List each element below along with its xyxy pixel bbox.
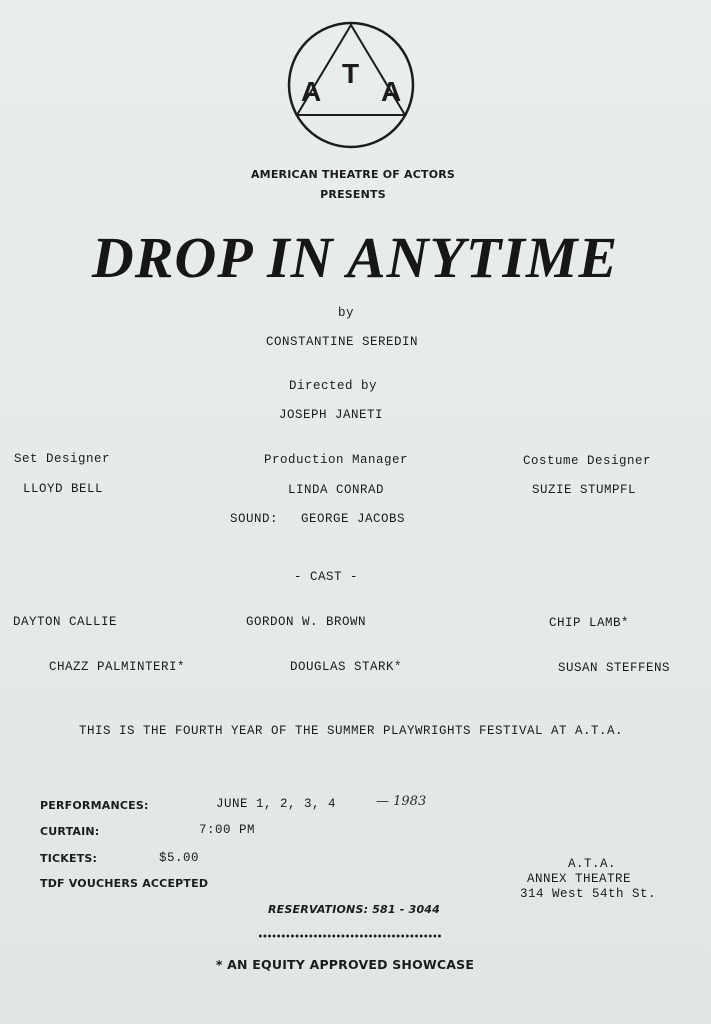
logo-letter-a-right: A — [381, 76, 402, 107]
performances-label: PERFORMANCES: — [40, 799, 149, 812]
cast-member: DAYTON CALLIE — [13, 615, 118, 629]
sound-label: SOUND: — [230, 512, 279, 526]
venue-org: A.T.A. — [567, 857, 617, 871]
by-label: by — [337, 306, 355, 320]
cast-heading: - CAST - — [293, 570, 359, 584]
cast-member: CHAZZ PALMINTERI* — [49, 660, 186, 674]
logo-letter-a-left: A — [301, 76, 322, 107]
costume-designer-name: SUZIE STUMPFL — [532, 483, 637, 497]
performances-dates: JUNE 1, 2, 3, 4 — [216, 797, 337, 811]
presenter-name: AMERICAN THEATRE OF ACTORS — [250, 168, 456, 181]
presents-label: PRESENTS — [320, 188, 386, 201]
cast-member: CHIP LAMB* — [549, 616, 630, 630]
playwright-name: CONSTANTINE SEREDIN — [265, 335, 419, 349]
cast-member: DOUGLAS STARK* — [290, 660, 403, 674]
venue-theatre: ANNEX THEATRE — [526, 872, 632, 886]
cast-member: SUSAN STEFFENS — [558, 661, 671, 675]
set-designer-label: Set Designer — [14, 452, 111, 466]
tdf-vouchers-note: TDF VOUCHERS ACCEPTED — [40, 877, 209, 890]
tickets-label: TICKETS: — [40, 852, 98, 865]
venue-address: 314 West 54th St. — [519, 887, 657, 901]
director-name: JOSEPH JANETI — [278, 408, 384, 422]
curtain-time: 7:00 PM — [199, 823, 256, 837]
director-label: Directed by — [288, 379, 378, 393]
production-manager-label: Production Manager — [263, 453, 409, 467]
curtain-label: CURTAIN: — [40, 825, 100, 838]
handwritten-year: — 1983 — [376, 794, 427, 809]
play-title: DROP IN ANYTIME — [91, 225, 619, 290]
equity-showcase-note: * AN EQUITY APPROVED SHOWCASE — [215, 957, 475, 972]
logo-letter-t: T — [342, 58, 360, 89]
cast-member: GORDON W. BROWN — [246, 615, 367, 629]
dotted-divider — [258, 933, 442, 939]
festival-note: THIS IS THE FOURTH YEAR OF THE SUMMER PLAYWRIGHTS FESTIVAL AT A.T.A. — [78, 724, 624, 738]
production-manager-name: LINDA CONRAD — [287, 483, 385, 497]
sound-name: GEORGE JACOBS — [301, 512, 406, 526]
ticket-price: $5.00 — [159, 851, 200, 865]
costume-designer-label: Costume Designer — [523, 454, 652, 468]
ata-logo — [283, 17, 419, 153]
reservations-phone: RESERVATIONS: 581 - 3044 — [267, 903, 441, 916]
set-designer-name: LLOYD BELL — [23, 482, 104, 496]
